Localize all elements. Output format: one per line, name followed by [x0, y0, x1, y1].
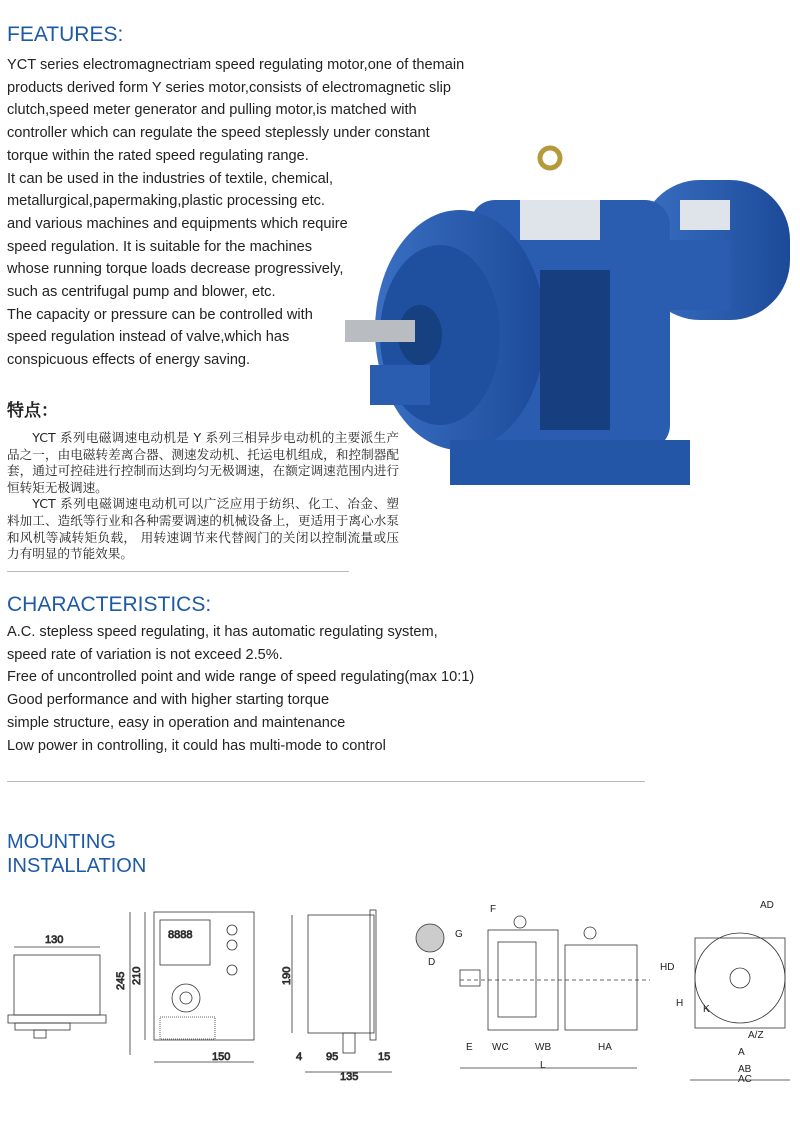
- dim-label: G: [455, 929, 463, 940]
- dim-4: 4: [296, 1051, 303, 1063]
- text-line: A.C. stepless speed regulating, it has automatic regulating system,: [7, 624, 438, 640]
- dim-190: 190: [281, 966, 293, 985]
- text-line: speed regulation. It is suitable for the machines: [7, 238, 313, 255]
- cn-paragraph: YCT 系列电磁调速电动机可以广泛应用于纺织、化工、冶金、塑料加工、造纸等行业和各种需要调速的机械设备上，更适用于离心水泵和风机等减转矩负载， 用转速调节来代替阀门的关闭以控制流量或压力有明显的节能效果。: [7, 496, 399, 562]
- dim-label: A/Z: [748, 1030, 764, 1041]
- dim-245: 245: [115, 971, 127, 990]
- text-line: YCT series electromagnectriam speed regulating motor,one of themain: [7, 57, 465, 73]
- characteristics-heading: CHARACTERISTICS:: [7, 593, 212, 616]
- motor-photo: [340, 140, 800, 500]
- dim-label: WC: [492, 1042, 509, 1053]
- dim-15: 15: [378, 1051, 391, 1063]
- features-heading: FEATURES:: [7, 23, 124, 46]
- characteristics-text: [7, 621, 474, 757]
- text-line: conspicuous effects of energy saving.: [7, 352, 251, 369]
- cn-paragraph: YCT 系列电磁调速电动机是 Y 系列三相异步电动机的主要派生产品之一，由电磁转差离合器、测速发动机、托运电机组成，和控制器配套，通过可控硅进行控制而达到均匀无极调速，在额定调速范围内进行恒转矩无极调速。: [7, 430, 399, 495]
- text-line: speed regulation instead of valve,which has: [7, 329, 290, 346]
- text-line: simple structure, easy in operation and maintenance: [7, 714, 346, 731]
- text-line: whose running torque loads decrease progressively,: [7, 261, 344, 278]
- motor-dimension-drawings: [400, 890, 800, 1090]
- dim-label: L: [540, 1060, 546, 1071]
- dim-label: K: [703, 1004, 710, 1015]
- dim-95: 95: [326, 1051, 339, 1063]
- text-line: torque within the rated speed regulating range.: [7, 147, 309, 164]
- cn-text: [7, 430, 399, 563]
- controller-drawings: [0, 890, 400, 1090]
- dim-label: WB: [535, 1042, 552, 1053]
- dim-135: 135: [340, 1071, 359, 1083]
- dim-label: F: [490, 904, 497, 915]
- text-line: Good performance and with higher starting torque: [7, 692, 330, 709]
- text-line: Free of uncontrolled point and wide range of speed regulating(max 10:1): [7, 669, 475, 686]
- text-line: such as centrifugal pump and blower, etc.: [7, 284, 276, 301]
- dim-label: AC: [738, 1074, 752, 1085]
- divider: [7, 571, 349, 572]
- dim-label: AD: [760, 900, 774, 911]
- dim-label: H: [676, 998, 684, 1009]
- cn-heading: 特点：: [7, 401, 58, 421]
- divider: [7, 781, 645, 782]
- dim-210: 210: [131, 966, 143, 985]
- dim-label: D: [428, 957, 436, 968]
- text-line: clutch,speed meter generator and pulling motor,is matched with: [7, 102, 417, 119]
- text-line: products derived form Y series motor,consists of electromagnetic slip: [7, 79, 451, 96]
- dim-label: A: [738, 1047, 745, 1058]
- text-line: speed rate of variation is not exceed 2.5%.: [7, 646, 283, 663]
- dim-label: AB: [738, 1064, 752, 1075]
- text-line: and various machines and equipments which require: [7, 215, 348, 232]
- text-line: metallurgical,papermaking,plastic processing etc.: [7, 193, 325, 210]
- text-line: The capacity or pressure can be controlled with: [7, 306, 313, 323]
- dim-130: 130: [45, 934, 64, 946]
- display-8888: 8888: [168, 929, 193, 941]
- dim-150: 150: [212, 1051, 231, 1063]
- mounting-heading: MOUNTING INSTALLATION: [7, 831, 147, 877]
- text-line: Low power in controlling, it could has multi-mode to control: [7, 737, 386, 754]
- text-line: It can be used in the industries of textile, chemical,: [7, 170, 334, 187]
- dim-label: HD: [660, 962, 675, 973]
- text-line: controller which can regulate the speed steplessly under constant: [7, 125, 430, 142]
- dim-label: HA: [598, 1042, 612, 1053]
- dim-label: E: [466, 1042, 473, 1053]
